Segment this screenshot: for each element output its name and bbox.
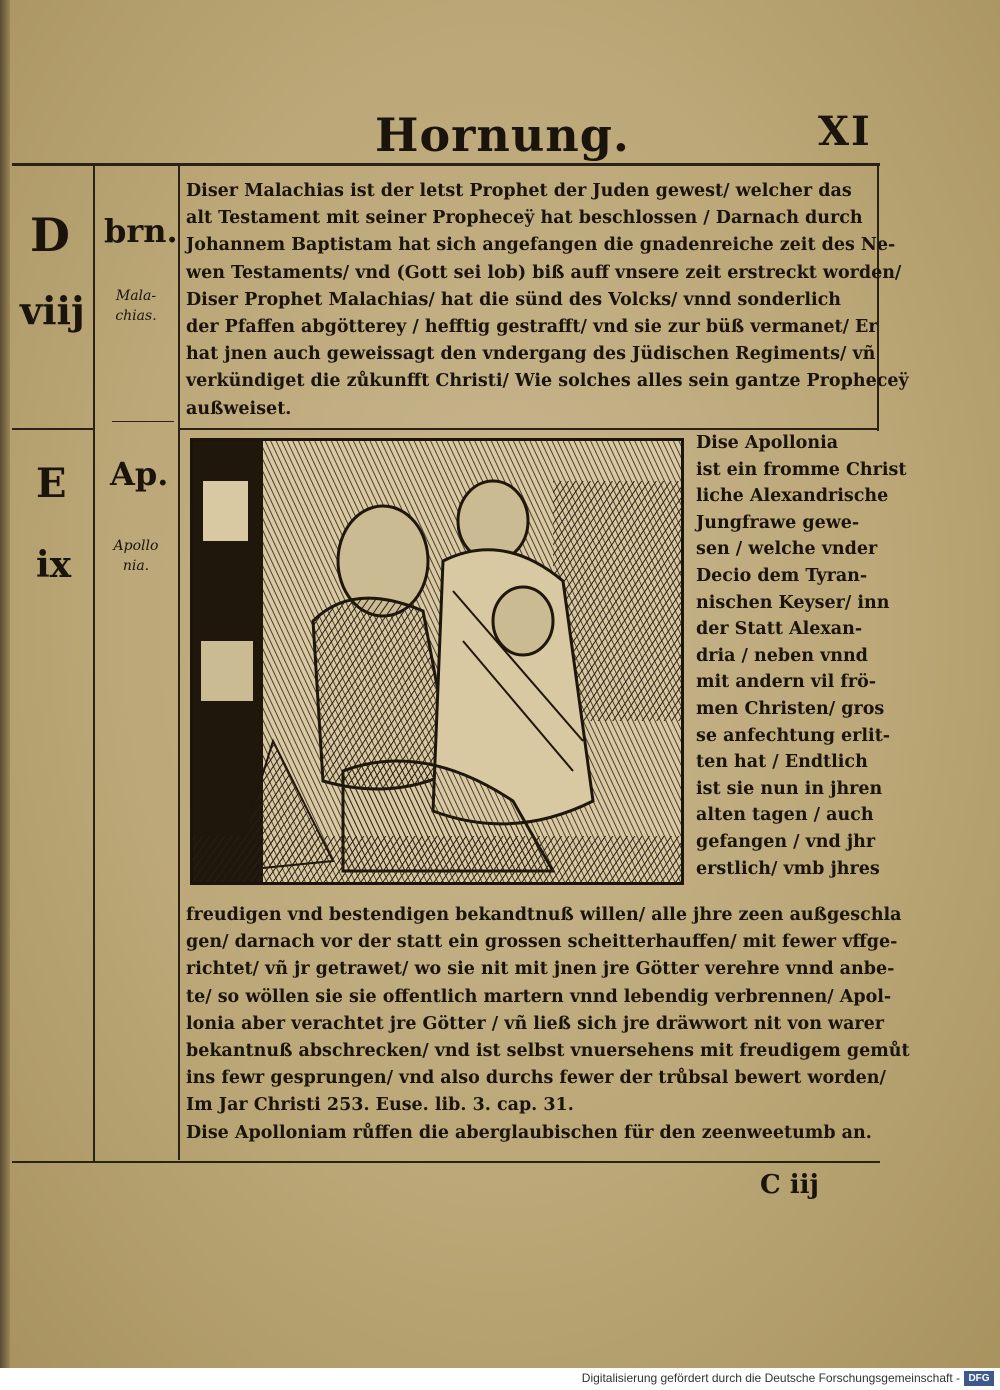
text-line: liche Alexandrische <box>696 486 889 507</box>
text-line: sen / welche vnder <box>696 539 878 560</box>
rule-mid-left <box>12 428 94 430</box>
text-line: Dise Apolloniam růffen die aberglaubischen für den zeenweetumb an. <box>186 1122 872 1143</box>
text-line: richtet/ vñ jr getrawet/ wo sie nit mit jnen jre Götter verehre vnnd anbe- <box>186 959 895 980</box>
rule-bottom <box>12 1161 880 1163</box>
folio-number: XI <box>818 108 872 155</box>
martyrdom-scene-image <box>193 441 681 882</box>
text-line: Im Jar Christi 253. Euse. lib. 3. cap. 31. <box>186 1095 574 1116</box>
text-line: außweiset. <box>186 398 292 419</box>
text-line: bekantnuß abschrecken/ vnd ist selbst vnuersehens mit freudigem gemůt <box>186 1041 910 1062</box>
text-line: gefangen / vnd jhr <box>696 831 876 852</box>
text-line: verkündiget die zůkunfft Christi/ Wie solches alles sein gantze Propheceÿ <box>186 371 909 392</box>
running-title: Hornung. <box>375 108 630 162</box>
dfg-logo: DFG <box>964 1371 994 1386</box>
text-line: se anfechtung erlit- <box>696 725 891 746</box>
abbr-ap: Ap. <box>110 455 169 493</box>
text-line: hat jnen auch geweissagt den vndergang des Jüdischen Regiments/ vñ <box>186 344 876 365</box>
text-line: alten tagen / auch <box>696 805 874 826</box>
text-line: dria / neben vnnd <box>696 645 868 666</box>
footer-credit: Digitalisierung gefördert durch die Deutsche Forschungsgemeinschaft - <box>581 1371 960 1385</box>
text-line: Diser Malachias ist der letst Prophet der Juden gewest/ welcher das <box>186 181 852 201</box>
text-line: men Christen/ gros <box>696 698 885 719</box>
text-line: te/ so wöllen sie sie offentlich martern vnnd lebendig verbrennen/ Apol- <box>186 986 892 1007</box>
day-letter-e: E <box>36 460 67 507</box>
abbr-brn: brn. <box>104 212 178 250</box>
rule-mid-col2 <box>112 421 174 422</box>
text-line: Johannem Baptistam hat sich angefangen die gnadenreiche zeit des Ne- <box>186 235 896 256</box>
text-line: Jungfrawe gewe- <box>696 512 860 533</box>
saint-name-apollonia: Apollo nia. <box>113 538 159 574</box>
text-line: Decio dem Tyran- <box>696 565 868 586</box>
text-line: der Pfaffen abgötterey / hefftig gestrafft/ vnd sie zur büß vermanet/ Er <box>186 317 878 338</box>
text-line: alt Testament mit seiner Propheceÿ hat beschlossen / Darnach durch <box>186 208 863 229</box>
day-number-viij: viij <box>20 288 85 333</box>
text-line: Diser Prophet Malachias/ hat die sünd des Volcks/ vnnd sonderlich <box>186 289 842 310</box>
malachias-paragraph <box>186 178 909 423</box>
text-line: ist sie nun in jhren <box>696 778 883 799</box>
rule-col2 <box>178 163 180 1160</box>
text-line: gen/ darnach vor der statt ein grossen scheitterhauffen/ mit fewer vffge- <box>186 932 898 953</box>
day-number-ix: ix <box>36 544 72 586</box>
text-line: ist ein fromme Christ <box>696 459 907 480</box>
rule-col1 <box>93 163 95 1163</box>
apollonia-paragraph-side <box>696 430 906 882</box>
text-line: erstlich/ vmb jhres <box>696 858 880 879</box>
woodcut-illustration <box>190 438 684 885</box>
signature-mark: C iij <box>760 1170 819 1200</box>
text-line: freudigen vnd bestendigen bekandtnuß willen/ alle jhre zeen außgeschla <box>186 905 902 925</box>
text-line: ins fewr gesprungen/ vnd also durchs fewer der trůbsal bewert worden/ <box>186 1068 886 1089</box>
text-line: Dise Apollonia <box>696 433 839 453</box>
rule-top <box>12 163 880 166</box>
text-line: wen Testaments/ vnd (Gott sei lob) biß auff vnsere zeit erstreckt worden/ <box>186 262 902 283</box>
text-line: lonia aber verachtet jre Götter / vñ ließ sich jre dräwwort nit von warer <box>186 1013 885 1034</box>
digitization-footer <box>0 1368 1000 1390</box>
page-spine <box>0 0 10 1368</box>
apollonia-paragraph-bottom <box>186 902 910 1147</box>
saint-name-malachias: Mala- chias. <box>115 288 157 324</box>
text-line: mit andern vil frö- <box>696 672 877 693</box>
day-letter-d: D <box>30 208 70 262</box>
text-line: der Statt Alexan- <box>696 619 863 640</box>
text-line: nischen Keyser/ inn <box>696 592 890 613</box>
text-line: ten hat / Endtlich <box>696 752 868 773</box>
